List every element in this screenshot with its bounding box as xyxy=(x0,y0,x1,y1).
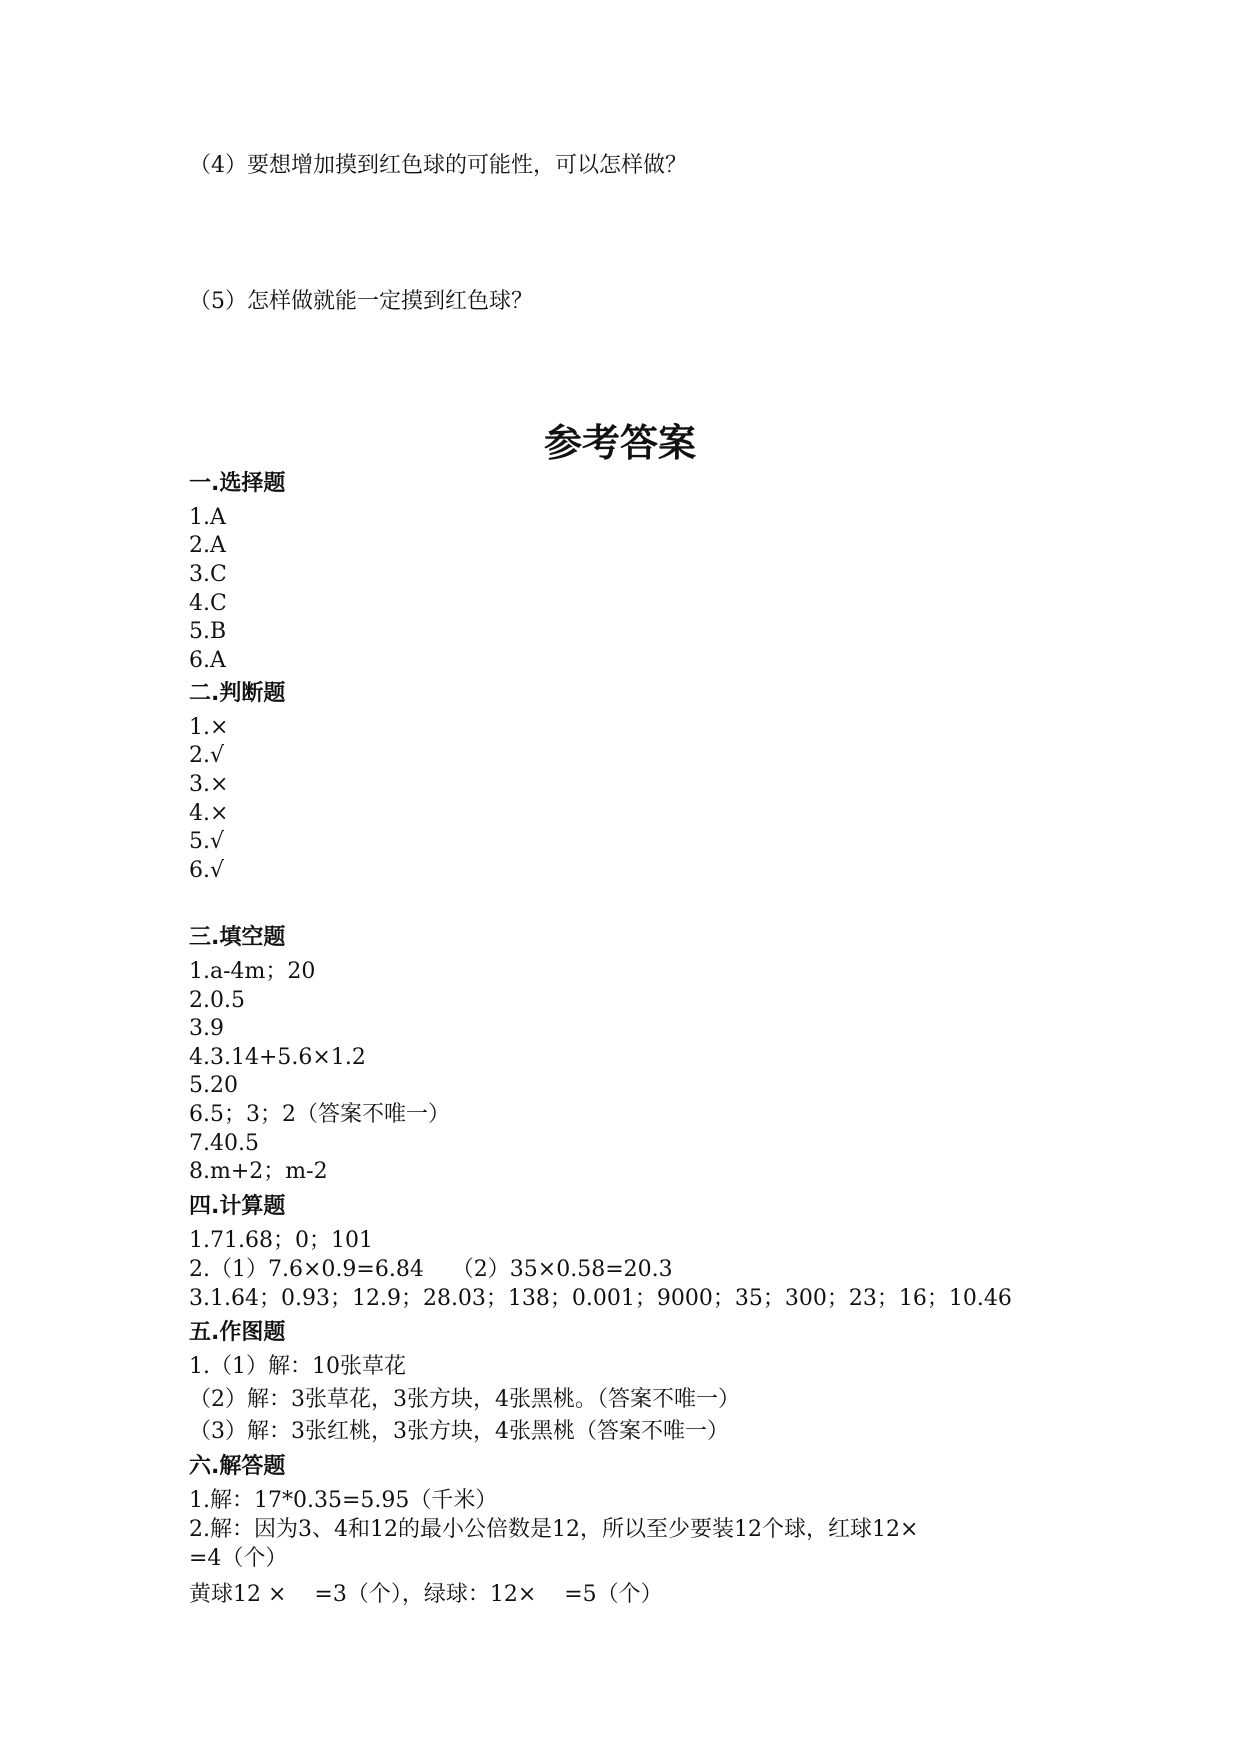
answer-line: 5.B xyxy=(189,619,227,644)
section-heading-draw: 五.作图题 xyxy=(189,1320,286,1345)
answer-line: 6.5；3；2（答案不唯一） xyxy=(189,1102,450,1127)
answer-line: =4（个） xyxy=(189,1546,288,1571)
section-heading-judge: 二.判断题 xyxy=(189,681,286,706)
section-heading-choice: 一.选择题 xyxy=(189,471,286,496)
section-heading-solve: 六.解答题 xyxy=(189,1454,286,1479)
question-5: （5）怎样做就能一定摸到红色球？ xyxy=(189,289,533,314)
answer-line: （2）解：3张草花，3张方块，4张黑桃。（答案不唯一） xyxy=(189,1387,740,1412)
section-heading-fill: 三.填空题 xyxy=(189,925,286,950)
answer-line: （3）解：3张红桃，3张方块，4张黑桃（答案不唯一） xyxy=(189,1419,729,1444)
answer-line: 1.解：17*0.35=5.95（千米） xyxy=(189,1488,498,1513)
answer-line: 2.0.5 xyxy=(189,988,245,1013)
answer-line: 2.（1）7.6×0.9=6.84 （2）35×0.58=20.3 xyxy=(189,1257,673,1282)
answer-line: 1.A xyxy=(189,505,226,530)
answers-title: 参考答案 xyxy=(543,421,696,465)
answer-line: 5.20 xyxy=(189,1073,238,1098)
answer-line: 8.m+2；m-2 xyxy=(189,1159,328,1184)
question-4: （4）要想增加摸到红色球的可能性，可以怎样做？ xyxy=(189,153,687,178)
answer-line: 6.√ xyxy=(189,858,225,883)
answer-line: 6.A xyxy=(189,648,226,673)
answer-line: 4.C xyxy=(189,591,227,616)
answer-line: 3.9 xyxy=(189,1016,224,1041)
answer-line: 1.（1）解：10张草花 xyxy=(189,1354,406,1379)
answer-line: 2.解：因为3、4和12的最小公倍数是12，所以至少要装12个球，红球12× xyxy=(189,1517,919,1542)
answer-line: 3.1.64；0.93；12.9；28.03；138；0.001；9000；35；300；23；16；10.46 xyxy=(189,1286,1012,1311)
answer-line: 7.40.5 xyxy=(189,1131,259,1156)
answer-line: 2.A xyxy=(189,533,226,558)
answer-line: 1.a-4m；20 xyxy=(189,959,316,984)
answer-line: 3.× xyxy=(189,772,229,797)
answer-line: 2.√ xyxy=(189,743,225,768)
section-heading-calc: 四.计算题 xyxy=(189,1194,286,1219)
answer-line: 3.C xyxy=(189,562,227,587)
answer-line: 4.× xyxy=(189,801,229,826)
answer-line: 1.× xyxy=(189,715,229,740)
answer-line: 1.71.68；0；101 xyxy=(189,1228,373,1253)
answer-line: 5.√ xyxy=(189,829,225,854)
answer-line: 黄球12 × =3（个），绿球：12× =5（个） xyxy=(189,1582,663,1607)
answer-line: 4.3.14+5.6×1.2 xyxy=(189,1045,366,1070)
